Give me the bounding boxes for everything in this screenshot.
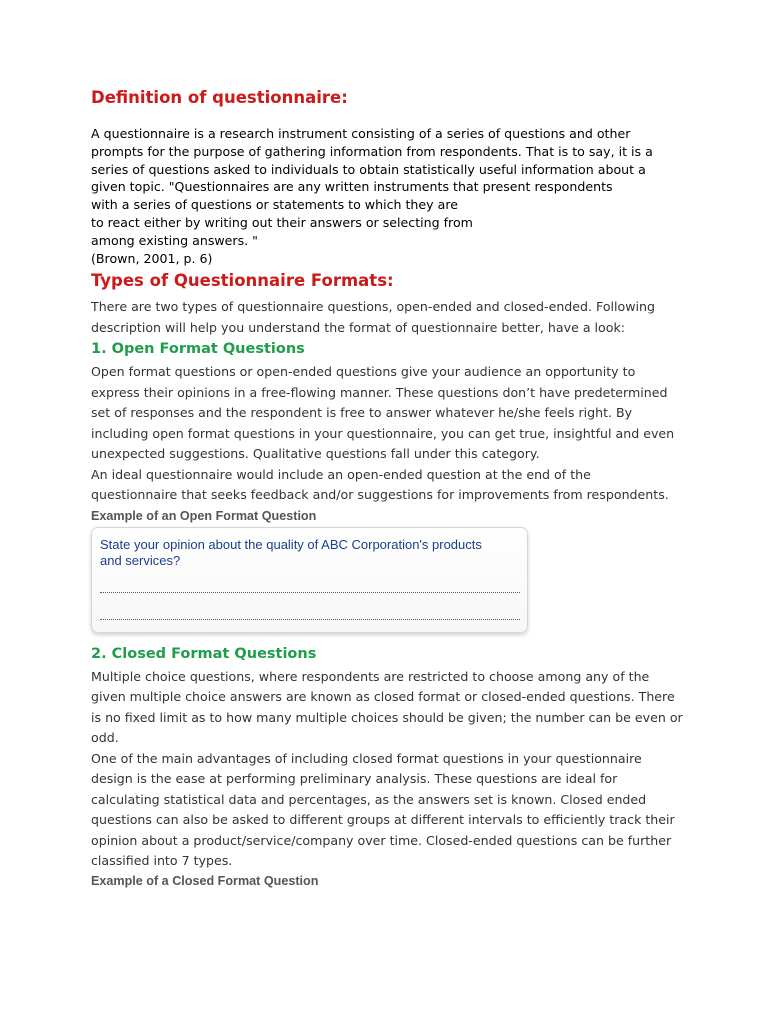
body-line: description will help you understand the format of questionnaire better, have a look: xyxy=(91,319,625,335)
body-line: express their opinions in a free-flowing manner. These questions don’t have predetermined xyxy=(91,384,668,400)
definition-heading: Definition of questionnaire: xyxy=(91,88,348,107)
closed-example-label: Example of a Closed Format Question xyxy=(91,873,319,888)
body-line: questions can also be asked to different groups at different intervals to efficiently track their xyxy=(91,812,675,828)
body-line: There are two types of questionnaire questions, open-ended and closed-ended. Following xyxy=(91,299,656,315)
answer-line xyxy=(100,619,520,620)
open-format-paragraph xyxy=(91,362,691,506)
body-line: opinion about a product/service/company over time. Closed-ended questions can be further xyxy=(91,832,672,848)
definition-line: series of questions asked to individuals to obtain statistically useful information about a xyxy=(91,161,646,177)
body-line: set of responses and the respondent is free to answer whatever he/she feels right. By xyxy=(91,405,633,421)
body-line: including open format questions in your questionnaire, you can get true, insightful and even xyxy=(91,425,675,441)
body-line: design is the ease at performing preliminary analysis. These questions are ideal for xyxy=(91,771,618,787)
closed-format-heading: 2. Closed Format Questions xyxy=(91,645,317,662)
definition-line: given topic. "Questionnaires are any written instruments that present respondents xyxy=(91,179,613,195)
body-line: given multiple choice answers are known as closed format or closed-ended questions. There xyxy=(91,689,675,705)
definition-line: to react either by writing out their answers or selecting from xyxy=(91,214,473,230)
body-line: odd. xyxy=(91,730,119,746)
body-line: Multiple choice questions, where respondents are restricted to choose among any of the xyxy=(91,668,650,684)
body-line: questionnaire that seeks feedback and/or suggestions for improvements from respondents. xyxy=(91,487,669,503)
types-heading: Types of Questionnaire Formats: xyxy=(91,271,394,291)
body-line: An ideal questionnaire would include an open-ended question at the end of the xyxy=(91,466,591,482)
definition-line: A questionnaire is a research instrument consisting of a series of questions and other xyxy=(91,126,631,141)
definition-paragraph xyxy=(91,125,691,267)
open-question-example-box xyxy=(91,527,528,633)
definition-line: prompts for the purpose of gathering information from respondents. That is to say, it is a xyxy=(91,143,653,159)
body-line: classified into 7 types. xyxy=(91,853,233,869)
body-line: unexpected suggestions. Qualitative questions fall under this category. xyxy=(91,446,540,462)
definition-line: with a series of questions or statements to which they are xyxy=(91,197,458,213)
definition-line: among existing answers. " xyxy=(91,232,258,248)
body-line: One of the main advantages of including closed format questions in your questionnaire xyxy=(91,750,642,766)
example-question-text: State your opinion about the quality of ABC Corporation's products and services? xyxy=(100,536,482,568)
body-line: Open format questions or open-ended questions give your audience an opportunity to xyxy=(91,364,636,380)
body-line: is no fixed limit as to how many multiple choices should be given; the number can be even or xyxy=(91,709,683,725)
answer-line xyxy=(100,592,520,593)
types-intro xyxy=(91,297,691,338)
body-line: calculating statistical data and percentages, as the answers set is known. Closed ended xyxy=(91,791,647,807)
open-format-heading: 1. Open Format Questions xyxy=(91,341,305,358)
document-page xyxy=(91,86,691,890)
citation: (Brown, 2001, p. 6) xyxy=(91,250,213,266)
open-example-label: Example of an Open Format Question xyxy=(91,508,317,523)
closed-format-paragraph xyxy=(91,667,691,872)
